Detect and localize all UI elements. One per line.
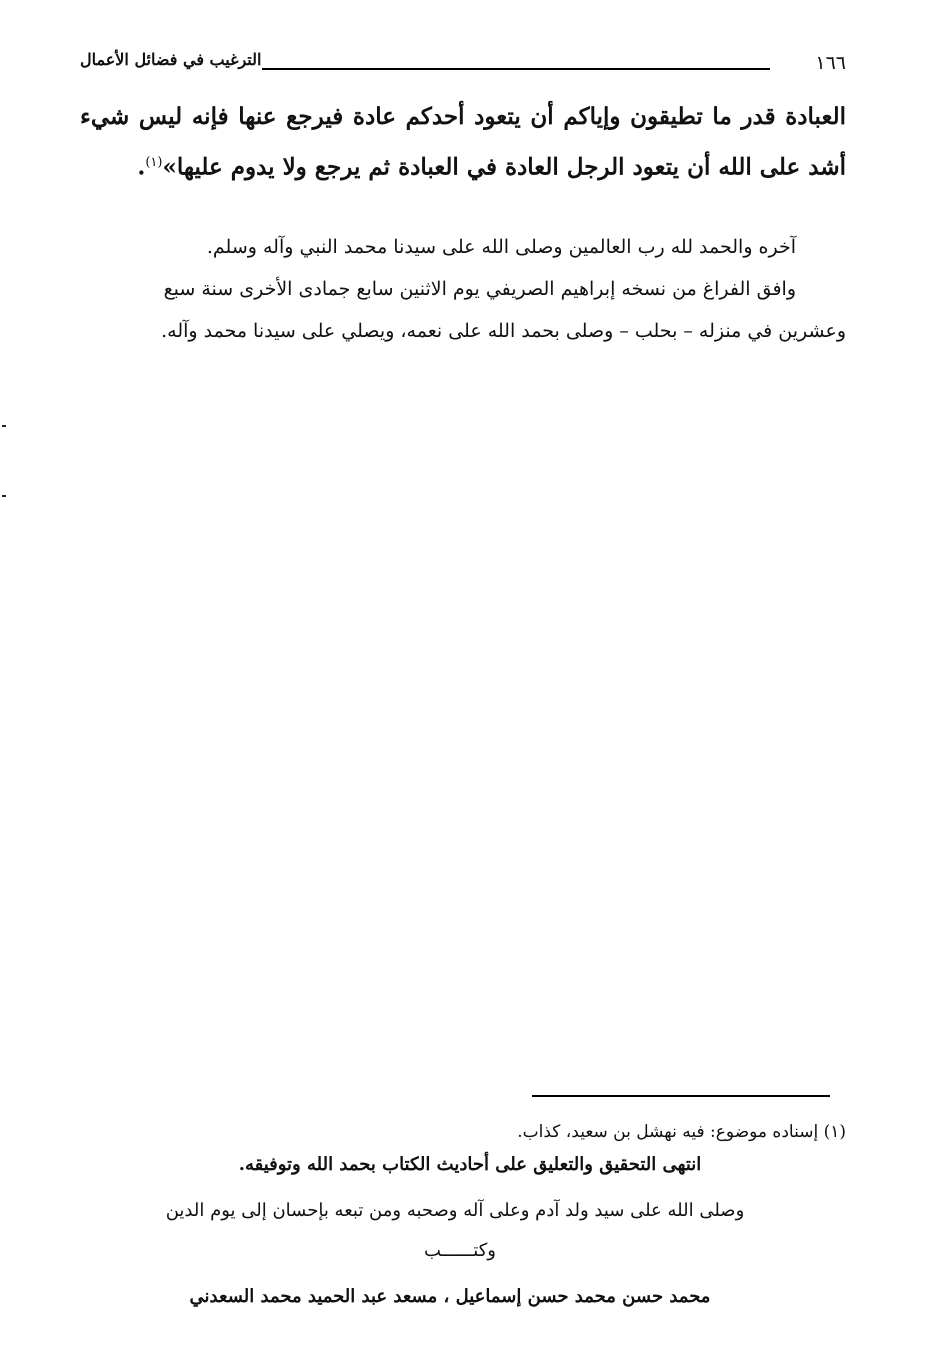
header-rule	[262, 68, 770, 70]
colophon-line-2: وافق الفراغ من نسخه إبراهيم الصريفي يوم الاثنين سابع جمادى الأخرى سنة سبع	[163, 278, 796, 300]
margin-mark	[2, 495, 6, 497]
hadith-line-1: العبادة قدر ما تطيقون وإياكم أن يتعود أحدكم عادة فيرجع عنها فإنه ليس شيء أشد	[80, 103, 846, 181]
margin-mark	[2, 425, 6, 427]
running-title: الترغيب في فضائل الأعمال	[80, 50, 262, 69]
colophon-line-1: آخره والحمد لله رب العالمين وصلى الله على سيدنا محمد النبي وآله وسلم.	[206, 236, 796, 258]
page-number: ١٦٦	[815, 52, 846, 74]
closing-line-1: انتهى التحقيق والتعليق على أحاديث الكتاب بحمد الله وتوفيقه.	[238, 1154, 702, 1175]
colophon-paragraph	[80, 226, 846, 352]
closing-line-3: وكتــــــب	[423, 1240, 496, 1261]
hadith-paragraph	[80, 94, 846, 191]
hadith-end-mark: .	[137, 153, 146, 181]
closing-line-2: وصلى الله على سيد ولد آدم وعلى آله وصحبه ومن تبعه بإحسان إلى يوم الدين	[165, 1200, 745, 1221]
footnote-text: (١) إسناده موضوع: فيه نهشل بن سعيد، كذاب.	[517, 1122, 846, 1142]
authors-line: محمد حسن محمد حسن إسماعيل ، مسعد عبد الحميد محمد السعدني	[189, 1286, 711, 1307]
colophon-line-3: وعشرين في منزله – بحلب – وصلى بحمد الله على نعمه، ويصلي على سيدنا محمد وآله.	[161, 320, 846, 342]
page-header	[80, 46, 846, 76]
footnote-separator	[532, 1095, 830, 1097]
footnote	[80, 1118, 846, 1146]
hadith-line-2: على الله أن يتعود الرجل العادة في العبادة ثم يرجع ولا يدوم عليها»	[162, 153, 801, 181]
footnote-reference: (١)	[145, 155, 163, 170]
